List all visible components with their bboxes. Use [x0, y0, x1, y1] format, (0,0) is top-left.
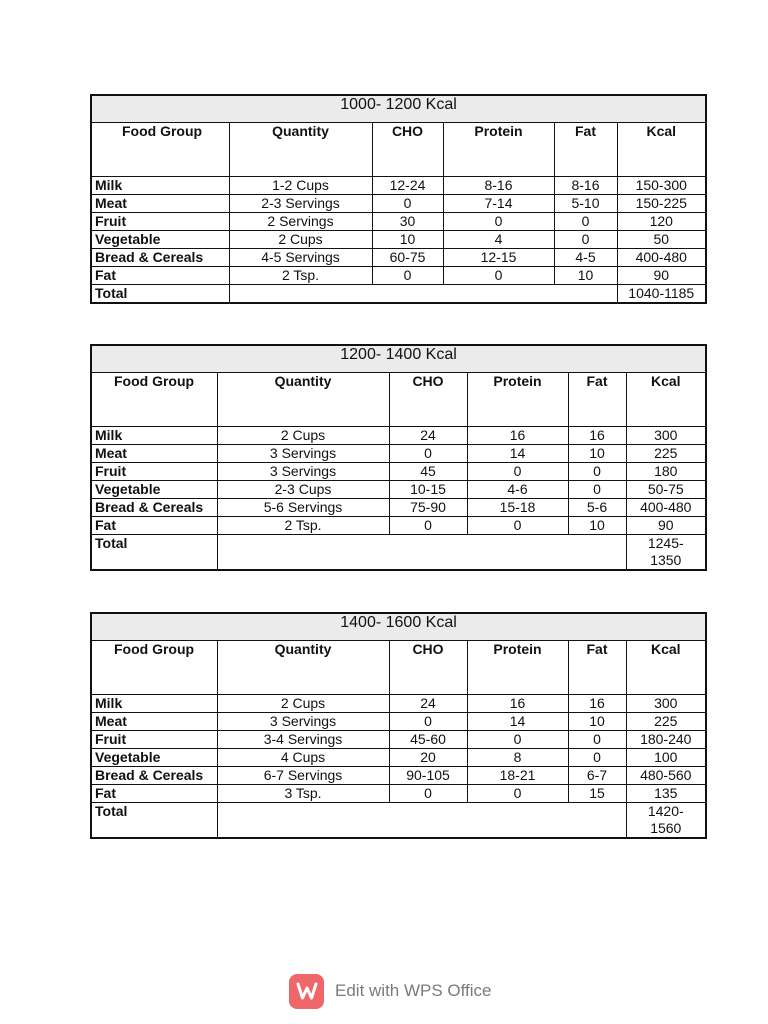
- table-cell: 0: [372, 267, 443, 285]
- table-cell: 0: [467, 517, 568, 535]
- table-cell: 3 Servings: [217, 445, 389, 463]
- table-cell: 2-3 Cups: [217, 481, 389, 499]
- table-row: [91, 427, 706, 445]
- table-cell: 0: [554, 231, 617, 249]
- table-row: [91, 177, 706, 195]
- table-cell: 300: [626, 695, 706, 713]
- table-cell: 4-6: [467, 481, 568, 499]
- table-row: [91, 749, 706, 767]
- food-group-cell: Milk: [91, 695, 217, 713]
- table-title: 1200- 1400 Kcal: [91, 345, 706, 373]
- total-value: 1040-1185: [617, 285, 706, 304]
- food-group-cell: Milk: [91, 427, 217, 445]
- total-label: Total: [91, 535, 217, 571]
- table-cell: 7-14: [443, 195, 554, 213]
- table-cell: 16: [568, 427, 626, 445]
- table-cell: 12-24: [372, 177, 443, 195]
- table-cell: 5-6 Servings: [217, 499, 389, 517]
- table-cell: 16: [467, 695, 568, 713]
- table-cell: 225: [626, 445, 706, 463]
- table-row: [91, 785, 706, 803]
- table-header-row: [91, 641, 706, 695]
- table-cell: 24: [389, 695, 467, 713]
- table-row: [91, 517, 706, 535]
- diet-table-1200-1400: [90, 344, 707, 571]
- table-cell: 4: [443, 231, 554, 249]
- table-header-row: [91, 123, 706, 177]
- table-cell: 16: [467, 427, 568, 445]
- total-value: 1245- 1350: [626, 535, 706, 571]
- wps-edit-banner[interactable]: [289, 972, 492, 1010]
- food-group-cell: Vegetable: [91, 481, 217, 499]
- table-cell: 4-5: [554, 249, 617, 267]
- table-cell: 2 Tsp.: [229, 267, 372, 285]
- table-row: [91, 195, 706, 213]
- table-cell: 45-60: [389, 731, 467, 749]
- food-group-cell: Fat: [91, 517, 217, 535]
- food-group-cell: Bread & Cereals: [91, 767, 217, 785]
- table-cell: 3-4 Servings: [217, 731, 389, 749]
- total-row: [91, 535, 706, 571]
- table-cell: 5-6: [568, 499, 626, 517]
- table-cell: 3 Tsp.: [217, 785, 389, 803]
- table-header-row: [91, 373, 706, 427]
- table-cell: 300: [626, 427, 706, 445]
- total-row: [91, 803, 706, 839]
- food-group-cell: Fruit: [91, 213, 229, 231]
- food-group-cell: Fat: [91, 785, 217, 803]
- table-cell: 100: [626, 749, 706, 767]
- table-cell: 15: [568, 785, 626, 803]
- table-cell: 8-16: [554, 177, 617, 195]
- table-cell: 75-90: [389, 499, 467, 517]
- table-cell: 5-10: [554, 195, 617, 213]
- total-spacer: [217, 803, 626, 839]
- column-header: Quantity: [217, 641, 389, 695]
- table-cell: 400-480: [617, 249, 706, 267]
- table-cell: 14: [467, 713, 568, 731]
- food-group-cell: Fruit: [91, 731, 217, 749]
- table-cell: 45: [389, 463, 467, 481]
- column-header: Protein: [467, 641, 568, 695]
- table-row: [91, 731, 706, 749]
- table-cell: 120: [617, 213, 706, 231]
- total-value: 1420- 1560: [626, 803, 706, 839]
- table-title-row: [91, 95, 706, 123]
- table-cell: 400-480: [626, 499, 706, 517]
- table-cell: 6-7 Servings: [217, 767, 389, 785]
- total-row: [91, 285, 706, 304]
- table-cell: 50: [617, 231, 706, 249]
- table-cell: 90-105: [389, 767, 467, 785]
- food-group-cell: Fat: [91, 267, 229, 285]
- table-cell: 24: [389, 427, 467, 445]
- table-cell: 180-240: [626, 731, 706, 749]
- table-cell: 180: [626, 463, 706, 481]
- column-header: Protein: [467, 373, 568, 427]
- column-header: CHO: [389, 373, 467, 427]
- table-cell: 0: [372, 195, 443, 213]
- table-cell: 10-15: [389, 481, 467, 499]
- table-cell: 0: [554, 213, 617, 231]
- column-header: Kcal: [617, 123, 706, 177]
- total-spacer: [217, 535, 626, 571]
- column-header: CHO: [372, 123, 443, 177]
- table-row: [91, 213, 706, 231]
- column-header: Protein: [443, 123, 554, 177]
- column-header: Quantity: [217, 373, 389, 427]
- table-cell: 0: [443, 267, 554, 285]
- food-group-cell: Vegetable: [91, 231, 229, 249]
- wps-edit-label: Edit with WPS Office: [335, 981, 492, 1000]
- table-cell: 10: [568, 445, 626, 463]
- table-row: [91, 445, 706, 463]
- table-cell: 0: [389, 785, 467, 803]
- table-cell: 14: [467, 445, 568, 463]
- table-cell: 0: [389, 713, 467, 731]
- table-cell: 8: [467, 749, 568, 767]
- table-cell: 0: [568, 749, 626, 767]
- table-cell: 150-225: [617, 195, 706, 213]
- column-header: Food Group: [91, 123, 229, 177]
- table-cell: 50-75: [626, 481, 706, 499]
- table-title: 1000- 1200 Kcal: [91, 95, 706, 123]
- food-group-cell: Vegetable: [91, 749, 217, 767]
- table-cell: 60-75: [372, 249, 443, 267]
- table-row: [91, 499, 706, 517]
- food-group-cell: Fruit: [91, 463, 217, 481]
- table-row: [91, 713, 706, 731]
- table-cell: 135: [626, 785, 706, 803]
- table-cell: 0: [568, 731, 626, 749]
- table-cell: 2 Servings: [229, 213, 372, 231]
- table-cell: 8-16: [443, 177, 554, 195]
- table-cell: 0: [568, 481, 626, 499]
- food-group-cell: Bread & Cereals: [91, 499, 217, 517]
- table-cell: 0: [389, 517, 467, 535]
- wps-w-logo-icon: [289, 974, 324, 1009]
- table-cell: 90: [617, 267, 706, 285]
- column-header: Kcal: [626, 641, 706, 695]
- table-cell: 12-15: [443, 249, 554, 267]
- table-cell: 2-3 Servings: [229, 195, 372, 213]
- column-header: Quantity: [229, 123, 372, 177]
- column-header: Fat: [554, 123, 617, 177]
- table-cell: 4 Cups: [217, 749, 389, 767]
- table-cell: 0: [568, 463, 626, 481]
- total-spacer: [229, 285, 617, 304]
- column-header: Food Group: [91, 641, 217, 695]
- table-title-row: [91, 613, 706, 641]
- table-cell: 16: [568, 695, 626, 713]
- table-title-row: [91, 345, 706, 373]
- food-group-cell: Meat: [91, 195, 229, 213]
- table-row: [91, 249, 706, 267]
- table-cell: 2 Cups: [217, 695, 389, 713]
- total-label: Total: [91, 803, 217, 839]
- table-cell: 15-18: [467, 499, 568, 517]
- food-group-cell: Milk: [91, 177, 229, 195]
- table-cell: 0: [467, 785, 568, 803]
- table-cell: 150-300: [617, 177, 706, 195]
- table-row: [91, 267, 706, 285]
- table-cell: 3 Servings: [217, 463, 389, 481]
- table-cell: 0: [389, 445, 467, 463]
- table-row: [91, 481, 706, 499]
- table-cell: 90: [626, 517, 706, 535]
- table-cell: 6-7: [568, 767, 626, 785]
- table-row: [91, 463, 706, 481]
- table-cell: 10: [554, 267, 617, 285]
- table-cell: 480-560: [626, 767, 706, 785]
- table-cell: 18-21: [467, 767, 568, 785]
- food-group-cell: Meat: [91, 445, 217, 463]
- diet-table-1400-1600: [90, 612, 707, 839]
- table-cell: 3 Servings: [217, 713, 389, 731]
- table-cell: 0: [467, 731, 568, 749]
- table-cell: 1-2 Cups: [229, 177, 372, 195]
- table-row: [91, 231, 706, 249]
- food-group-cell: Bread & Cereals: [91, 249, 229, 267]
- table-cell: 20: [389, 749, 467, 767]
- column-header: Food Group: [91, 373, 217, 427]
- table-cell: 2 Tsp.: [217, 517, 389, 535]
- table-cell: 0: [467, 463, 568, 481]
- column-header: CHO: [389, 641, 467, 695]
- table-row: [91, 695, 706, 713]
- column-header: Fat: [568, 641, 626, 695]
- table-title: 1400- 1600 Kcal: [91, 613, 706, 641]
- column-header: Kcal: [626, 373, 706, 427]
- table-cell: 10: [568, 517, 626, 535]
- table-cell: 225: [626, 713, 706, 731]
- table-cell: 0: [443, 213, 554, 231]
- column-header: Fat: [568, 373, 626, 427]
- table-cell: 10: [568, 713, 626, 731]
- total-label: Total: [91, 285, 229, 304]
- table-cell: 2 Cups: [229, 231, 372, 249]
- table-cell: 4-5 Servings: [229, 249, 372, 267]
- table-row: [91, 767, 706, 785]
- table-cell: 2 Cups: [217, 427, 389, 445]
- food-group-cell: Meat: [91, 713, 217, 731]
- table-cell: 30: [372, 213, 443, 231]
- table-cell: 10: [372, 231, 443, 249]
- diet-table-1000-1200: [90, 94, 707, 304]
